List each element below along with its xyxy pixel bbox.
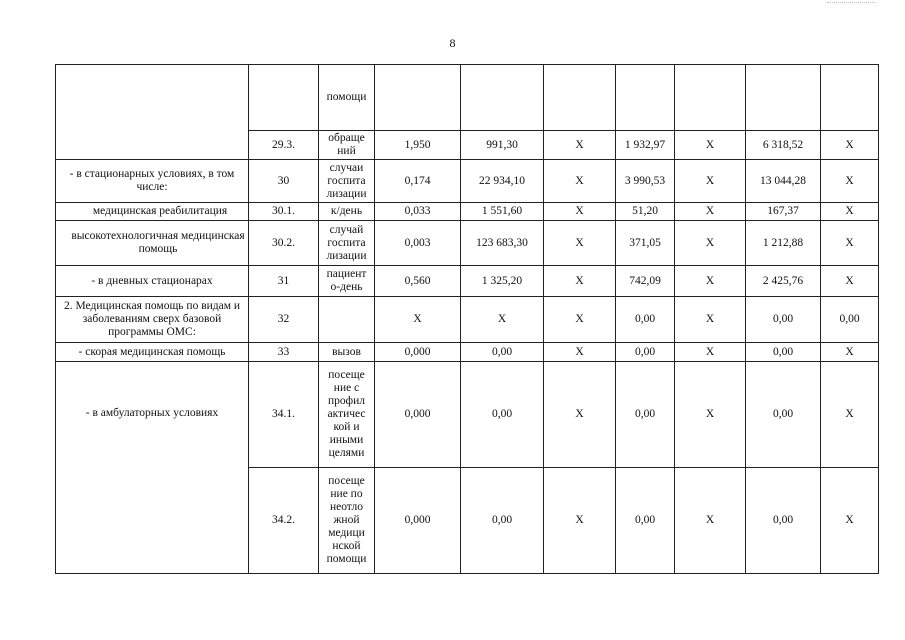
row-unit-cell: помощи	[319, 65, 375, 131]
table-row	[56, 266, 879, 297]
value-cell: Х	[675, 343, 746, 362]
value-cell: 0,00	[461, 362, 544, 468]
value-cell: 0,00	[616, 297, 675, 343]
value-cell: 0,00	[746, 297, 821, 343]
value-cell: Х	[544, 131, 616, 160]
row-code-cell: 34.1.	[249, 362, 319, 468]
value-cell: 1 325,20	[461, 266, 544, 297]
row-code-cell: 30.1.	[249, 203, 319, 221]
row-name-cell: - в амбулаторных условиях	[56, 362, 249, 574]
row-name-cell: - в стационарных условиях, в том числе:	[56, 160, 249, 203]
value-cell: 0,00	[746, 468, 821, 574]
table-row	[56, 203, 879, 221]
value-cell: Х	[544, 266, 616, 297]
value-cell: 742,09	[616, 266, 675, 297]
row-name-cell: - скорая медицинская помощь	[56, 343, 249, 362]
value-cell: Х	[675, 266, 746, 297]
value-cell: Х	[544, 203, 616, 221]
row-unit-cell: случаи госпита лизации	[319, 160, 375, 203]
value-cell: Х	[461, 297, 544, 343]
value-cell: Х	[821, 203, 879, 221]
row-unit-cell: пациент о-день	[319, 266, 375, 297]
empty-cell	[616, 65, 675, 131]
empty-cell	[821, 65, 879, 131]
value-cell: Х	[821, 160, 879, 203]
value-cell: 991,30	[461, 131, 544, 160]
value-cell: Х	[544, 221, 616, 266]
value-cell: 0,174	[375, 160, 461, 203]
value-cell: 0,00	[616, 343, 675, 362]
row-code-cell: 29.3.	[249, 131, 319, 160]
value-cell: Х	[544, 297, 616, 343]
value-cell: Х	[544, 160, 616, 203]
row-code-cell: 31	[249, 266, 319, 297]
row-unit-cell: к/день	[319, 203, 375, 221]
row-unit-cell: посеще ние с профил актичес кой и иными целями	[319, 362, 375, 468]
row-code-cell	[249, 65, 319, 131]
row-unit-cell: вызов	[319, 343, 375, 362]
empty-cell	[675, 65, 746, 131]
value-cell: Х	[544, 343, 616, 362]
table-row	[56, 160, 879, 203]
value-cell: 3 990,53	[616, 160, 675, 203]
empty-cell	[544, 65, 616, 131]
table-row	[56, 297, 879, 343]
table-row	[56, 65, 879, 131]
value-cell: 0,00	[616, 468, 675, 574]
row-code-cell: 33	[249, 343, 319, 362]
value-cell: 6 318,52	[746, 131, 821, 160]
row-name-cell: медицинская реабилитация	[56, 203, 249, 221]
value-cell: 22 934,10	[461, 160, 544, 203]
table-row	[56, 362, 879, 468]
value-cell: 0,000	[375, 343, 461, 362]
row-code-cell: 30.2.	[249, 221, 319, 266]
value-cell: 0,00	[746, 343, 821, 362]
row-code-cell: 34.2.	[249, 468, 319, 574]
value-cell: 0,000	[375, 468, 461, 574]
value-cell: Х	[675, 203, 746, 221]
value-cell: Х	[375, 297, 461, 343]
value-cell: 2 425,76	[746, 266, 821, 297]
value-cell: 0,00	[461, 468, 544, 574]
value-cell: 371,05	[616, 221, 675, 266]
value-cell: Х	[821, 266, 879, 297]
value-cell: Х	[821, 343, 879, 362]
value-cell: 1 551,60	[461, 203, 544, 221]
value-cell: Х	[675, 297, 746, 343]
value-cell: 0,00	[616, 362, 675, 468]
value-cell: Х	[675, 221, 746, 266]
row-unit-cell: посеще ние по неотло жной медици нской помощи	[319, 468, 375, 574]
value-cell: 0,033	[375, 203, 461, 221]
row-name-cell: 2. Медицинская помощь по видам и заболеваниям сверх базовой программы ОМС:	[56, 297, 249, 343]
value-cell: 123 683,30	[461, 221, 544, 266]
row-unit-cell: случай госпита лизации	[319, 221, 375, 266]
row-code-cell: 30	[249, 160, 319, 203]
value-cell: Х	[675, 362, 746, 468]
empty-cell	[375, 65, 461, 131]
document-table	[55, 64, 879, 574]
value-cell: 0,003	[375, 221, 461, 266]
value-cell: Х	[821, 468, 879, 574]
value-cell: Х	[675, 160, 746, 203]
row-unit-cell	[319, 297, 375, 343]
value-cell: Х	[544, 362, 616, 468]
value-cell: Х	[821, 362, 879, 468]
value-cell: Х	[675, 468, 746, 574]
corner-scan-mark	[827, 2, 875, 3]
value-cell: 1 932,97	[616, 131, 675, 160]
row-name-cell: высокотехнологичная медицинская помощь	[56, 221, 249, 266]
table-row	[56, 343, 879, 362]
value-cell: Х	[544, 468, 616, 574]
value-cell: 0,000	[375, 362, 461, 468]
row-code-cell: 32	[249, 297, 319, 343]
value-cell: 13 044,28	[746, 160, 821, 203]
value-cell: 167,37	[746, 203, 821, 221]
value-cell: 1 212,88	[746, 221, 821, 266]
row-name-cell	[56, 65, 249, 160]
empty-cell	[746, 65, 821, 131]
value-cell: 0,00	[821, 297, 879, 343]
empty-cell	[461, 65, 544, 131]
value-cell: Х	[821, 221, 879, 266]
page-number: 8	[449, 36, 456, 50]
value-cell: Х	[675, 131, 746, 160]
value-cell: 0,00	[746, 362, 821, 468]
row-name-cell: - в дневных стационарах	[56, 266, 249, 297]
value-cell: 1,950	[375, 131, 461, 160]
value-cell: Х	[821, 131, 879, 160]
table-row	[56, 221, 879, 266]
value-cell: 0,560	[375, 266, 461, 297]
row-unit-cell: обраще ний	[319, 131, 375, 160]
value-cell: 51,20	[616, 203, 675, 221]
value-cell: 0,00	[461, 343, 544, 362]
